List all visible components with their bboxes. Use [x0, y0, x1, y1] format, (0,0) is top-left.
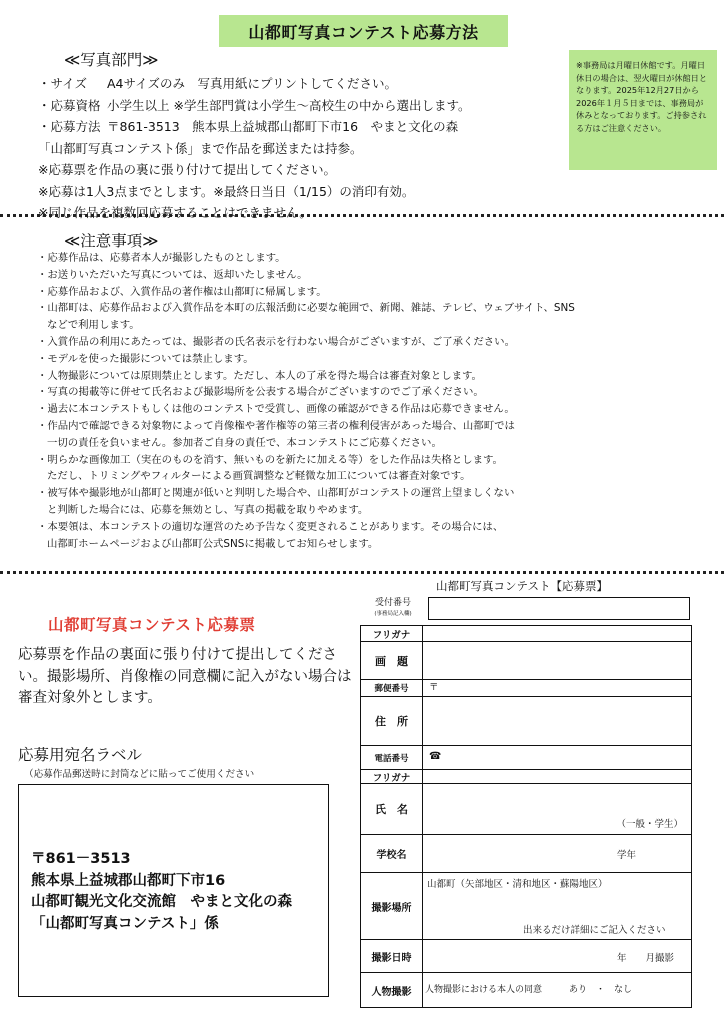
- form-description: 応募票を作品の裏面に張り付けて提出してください。撮影場所、肖像権の同意欄に記入がない場合は審査対象外とします。: [18, 647, 352, 706]
- ticket-label: 郵便番号: [361, 680, 423, 696]
- furigana-field[interactable]: [429, 626, 691, 641]
- ticket-label: フリガナ: [361, 770, 423, 783]
- detail-row: [38, 73, 558, 95]
- method-line: ※同じ作品を複数回応募することはできません。: [38, 205, 312, 220]
- section-divider: [0, 214, 724, 217]
- detail-row: [38, 95, 558, 117]
- detail-key: ・応募資格: [38, 97, 101, 113]
- section-divider: [0, 571, 724, 574]
- receipt-label: 受付番号: [374, 598, 411, 608]
- photo-section-details: [38, 73, 558, 224]
- person-consent-field[interactable]: 人物撮影における本人の同意 あり ・ なし: [425, 985, 633, 995]
- ticket-row-furigana: [361, 626, 691, 641]
- caution-item: ・応募作品は、応募者本人が撮影したものとします。: [37, 252, 286, 264]
- address-line: 「山都町写真コンテスト」係: [31, 915, 219, 932]
- receipt-number-field: [428, 597, 690, 620]
- detail-value: 〒861-3513 熊本県上益城郡山都町下市16 やまと文化の森: [107, 119, 459, 134]
- name-category-note: （一般・学生）: [616, 819, 683, 830]
- method-line: ※応募票を作品の裏に張り付けて提出してください。: [38, 162, 336, 177]
- ticket-row-date: [361, 939, 691, 972]
- name-furigana-field[interactable]: [429, 770, 691, 783]
- caution-item: ・写真の掲載等に併せて氏名および撮影場所を公表する場合がございますのでご了承ください。: [37, 386, 484, 399]
- caution-item: ・山都町は、応募作品および入賞作品を本町の広報活動に必要な範囲で、新聞、雑誌、テレビ、ウェブサイト、SNS: [37, 302, 575, 315]
- caution-item: ・明らかな画像加工（実在のものを消す、無いものを新たに加える等）をした作品は失格とします。: [37, 453, 503, 466]
- ticket-row-person: [361, 972, 691, 1008]
- phone-field[interactable]: ☎: [429, 751, 442, 762]
- caution-item: ・本要領は、本コンテストの適切な運営のため予告なく変更されることがあります。その場合には、: [37, 520, 504, 533]
- date-field[interactable]: [429, 940, 691, 972]
- detail-key: ・サイズ: [38, 76, 88, 91]
- ticket-label: 撮影日時: [361, 940, 423, 972]
- detail-row: [38, 116, 558, 138]
- office-notice: ※事務局は月曜日休館です。月曜日休日の場合は、翌火曜日が休館日となります。2025年12月27日から2026年１月５日までは、事務局が休みとなっております。ご持参される方はご注意ください。: [569, 50, 717, 170]
- label-heading: 応募用宛名ラベル: [18, 746, 143, 764]
- ticket-row-postal: [361, 679, 691, 696]
- caution-item: ・入賞作品の利用にあたっては、撮影者の氏名表示を行わない場合がございますが、ご了承ください。: [37, 335, 515, 348]
- ticket-row-furigana2: [361, 769, 691, 783]
- method-line: ※応募は1人3点までとします。※最終日当日（1/15）の消印有効。: [38, 183, 415, 199]
- photo-section-heading: ≪写真部門≫: [64, 51, 159, 69]
- ticket-label: 氏 名: [361, 784, 423, 834]
- school-field[interactable]: [429, 835, 691, 872]
- receipt-note: (事務局記入欄): [374, 611, 412, 617]
- caution-item: ・人物撮影については原則禁止とします。ただし、本人の了承を得た場合は審査対象とします。: [37, 369, 482, 382]
- ticket-label: 画 題: [361, 642, 423, 679]
- ticket-label: 人物撮影: [361, 973, 423, 1008]
- receipt-number-label: [360, 598, 426, 620]
- grade-note: 学年: [617, 850, 637, 861]
- address-field[interactable]: [429, 697, 691, 745]
- caution-item: ・作品内で確認できる対象物によって肖像権や著作権等の第三者の権利侵害があった場合、山都町では: [37, 419, 515, 432]
- detail-value: 小学生以上 ※学生部門賞は小学生～高校生の中から選出します。: [107, 97, 471, 113]
- caution-item: ・お送りいただいた写真については、返却いたしません。: [37, 268, 308, 281]
- date-note: 年 月撮影: [617, 953, 675, 964]
- caution-list: [37, 250, 702, 552]
- caution-item: ・過去に本コンテストもしくは他のコンテストで受賞し、画像の確認ができる作品は応募できません。: [37, 403, 515, 416]
- ticket-row-title: [361, 641, 691, 679]
- caution-item: ・被写体や撮影地が山都町と関連が低いと判明した場合や、山都町がコンテストの運営上望ましくない: [37, 487, 515, 500]
- name-field[interactable]: [429, 784, 691, 834]
- caution-item: ・応募作品および、入賞作品の著作権は山都町に帰属します。: [37, 285, 327, 298]
- label-note: （応募作品郵送時に封筒などに貼ってご使用ください: [24, 769, 255, 780]
- ticket-title: 山都町写真コンテスト【応募票】: [435, 579, 609, 593]
- detail-value: A4サイズのみ 写真用紙にプリントしてください。: [107, 76, 398, 91]
- caution-item-continued: 一切の責任を負いません。参加者ご自身の責任で、本コンテストにご応募ください。: [47, 436, 442, 449]
- page-title: 山都町写真コンテスト応募方法: [219, 15, 508, 47]
- caution-item: ・モデルを使った撮影については禁止します。: [37, 352, 254, 365]
- place-hint: 出来るだけ詳細にご記入ください: [523, 925, 666, 936]
- ticket-row-name: [361, 783, 691, 834]
- ticket-label: 学校名: [361, 835, 423, 872]
- caution-item-continued: ただし、トリミングやフィルターによる画質調整など軽微な加工については審査対象です。: [47, 470, 471, 483]
- ticket-row-school: [361, 834, 691, 872]
- address-line: 〒861－3513: [31, 851, 131, 867]
- title-field[interactable]: [429, 642, 691, 679]
- entry-ticket: [360, 625, 692, 1008]
- postal-field[interactable]: 〒: [429, 682, 439, 693]
- address-line: 熊本県上益城郡山都町下市16: [31, 872, 226, 889]
- detail-key: ・応募方法: [38, 119, 101, 134]
- ticket-label: フリガナ: [361, 626, 423, 641]
- address-line: 山都町観光文化交流館 やまと文化の森: [31, 894, 292, 910]
- ticket-row-address: [361, 696, 691, 745]
- ticket-label: 住 所: [361, 697, 423, 745]
- caution-section-heading: ≪注意事項≫: [64, 232, 159, 250]
- ticket-row-place: [361, 872, 691, 939]
- caution-item-continued: 山都町ホームページおよび山都町公式SNSに掲載してお知らせします。: [47, 537, 379, 550]
- method-line: 「山都町写真コンテスト係」まで作品を郵送または持参。: [38, 140, 363, 156]
- ticket-label: 電話番号: [361, 746, 423, 769]
- place-note: 山都町（矢部地区・清和地区・蘇陽地区）: [427, 879, 608, 890]
- caution-item-continued: と判断した場合には、応募を無効とし、写真の掲載を取りやめます。: [47, 503, 369, 516]
- place-field[interactable]: [429, 873, 691, 939]
- ticket-label: 撮影場所: [361, 873, 423, 939]
- caution-item-continued: などで利用します。: [47, 319, 140, 332]
- form-title: 山都町写真コンテスト応募票: [48, 616, 256, 634]
- address-label: [31, 849, 292, 935]
- ticket-row-phone: [361, 745, 691, 769]
